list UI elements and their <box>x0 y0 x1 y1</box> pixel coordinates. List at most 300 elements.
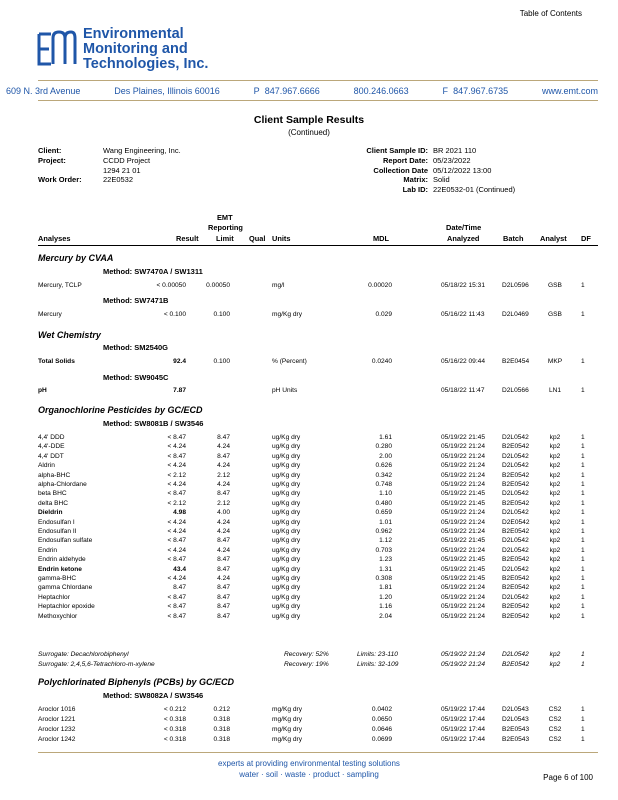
cell-u: mg/l <box>272 282 285 289</box>
cell-b: B2E0542 <box>502 612 530 620</box>
cell-res: 43.4 <box>173 565 186 573</box>
table-row <box>38 508 598 517</box>
cell-dt: 05/19/22 21:45 <box>441 575 485 582</box>
surrogate-analyst: kp2 <box>549 661 561 668</box>
cell-dt: 05/16/22 11:43 <box>441 311 485 318</box>
cell-lim: 4.24 <box>217 528 230 535</box>
cell-df: 1 <box>581 716 585 723</box>
cell-mdl: 1.23 <box>379 556 392 564</box>
cell-df: 1 <box>581 311 585 318</box>
cell-b: B2E0542 <box>502 443 530 451</box>
cell-df: 1 <box>581 706 585 713</box>
cell-a: gamma Chlordane <box>38 584 93 592</box>
cell-a: Mercury, TCLP <box>38 282 82 289</box>
cell-lim: 4.24 <box>217 518 230 526</box>
cell-lim: 8.47 <box>217 612 230 620</box>
cell-mdl: 0.029 <box>375 311 392 318</box>
cell-df: 1 <box>581 434 585 441</box>
cell-u: ug/Kg dry <box>272 481 301 488</box>
cell-an: kp2 <box>549 612 561 620</box>
cell-a: gamma-BHC <box>38 575 77 582</box>
cell-res: < 4.24 <box>167 546 186 554</box>
cell-lim: 2.12 <box>217 499 230 507</box>
cell-b: D2L0543 <box>502 706 529 713</box>
cell-b: B2E0542 <box>502 481 530 488</box>
cell-u: mg/Kg dry <box>272 706 303 713</box>
col-analyzed: Analyzed <box>447 234 480 243</box>
collection-date-value: 05/12/2022 13:00 <box>433 165 492 175</box>
cell-u: ug/Kg dry <box>272 575 301 582</box>
address-tollfree: 800.246.0663 <box>353 86 409 96</box>
cell-an: kp2 <box>549 593 561 601</box>
emt-logo-icon <box>35 28 77 70</box>
cell-dt: 05/19/22 17:44 <box>441 726 485 733</box>
cell-dt: 05/19/22 17:44 <box>441 706 485 713</box>
cell-res: 7.87 <box>173 387 186 394</box>
cell-df: 1 <box>581 726 585 733</box>
cell-an: CS2 <box>548 716 562 723</box>
cell-df: 1 <box>581 499 585 507</box>
cell-df: 1 <box>581 537 585 545</box>
cell-mdl: 1.12 <box>379 537 392 545</box>
cell-mdl: 0.962 <box>375 528 392 535</box>
cell-u: ug/Kg dry <box>272 528 301 535</box>
address-street: 609 N. 3rd Avenue <box>6 86 81 96</box>
cell-u: mg/Kg dry <box>272 716 303 723</box>
table-row <box>38 386 598 395</box>
table-row <box>38 602 598 611</box>
surrogate-df: 1 <box>581 661 585 668</box>
surrogate-date: 05/19/22 21:24 <box>441 661 485 668</box>
cell-df: 1 <box>581 387 585 394</box>
cell-u: ug/Kg dry <box>272 584 301 592</box>
cell-dt: 05/19/22 21:24 <box>441 612 485 620</box>
cell-an: kp2 <box>549 546 561 554</box>
cell-lim: 8.47 <box>217 603 230 611</box>
cell-dt: 05/19/22 21:24 <box>441 603 485 611</box>
sample-id-label: Client Sample ID: <box>366 146 428 155</box>
lab-id-value: 22E0532-01 (Continued) <box>433 185 516 195</box>
table-row <box>38 583 598 592</box>
surrogate-name: Surrogate: 2,4,5,6-Tetrachloro-m-xylene <box>38 661 155 668</box>
cell-lim: 4.24 <box>217 462 230 470</box>
col-result: Result <box>176 234 199 243</box>
cell-u: mg/Kg dry <box>272 311 303 318</box>
cell-b: B2E0542 <box>502 528 530 535</box>
cell-an: kp2 <box>549 481 561 488</box>
cell-u: ug/Kg dry <box>272 612 301 620</box>
cell-lim: 8.47 <box>217 452 230 460</box>
phone-label: P <box>253 86 260 96</box>
cell-u: ug/Kg dry <box>272 490 301 498</box>
cell-an: GSB <box>548 282 562 289</box>
cell-b: B2E0542 <box>502 556 530 564</box>
cell-lim: 8.47 <box>217 490 230 498</box>
method-sw7470a: Method: SW7470A / SW1311 <box>103 267 203 276</box>
method-sw8082a: Method: SW8082A / SW3546 <box>103 691 204 700</box>
client-label: Client: <box>38 146 62 155</box>
cell-res: < 0.212 <box>163 706 186 713</box>
page-subtitle: (Continued) <box>288 128 330 137</box>
cell-a: Heptachlor <box>38 593 70 601</box>
cell-dt: 05/19/22 21:45 <box>441 434 485 441</box>
matrix-label: Matrix: <box>403 175 428 185</box>
cell-df: 1 <box>581 471 585 479</box>
cell-an: CS2 <box>548 726 562 733</box>
matrix-value: Solid <box>433 175 450 185</box>
cell-dt: 05/19/22 21:24 <box>441 462 485 470</box>
section-wet-chemistry: Wet Chemistry <box>38 330 101 340</box>
footer-rule <box>38 752 598 753</box>
cell-res: < 8.47 <box>167 434 186 441</box>
col-mdl: MDL <box>373 234 390 243</box>
cell-b: D2E0542 <box>502 518 530 526</box>
table-row <box>38 357 598 366</box>
cell-dt: 05/19/22 21:24 <box>441 443 485 451</box>
cell-u: mg/Kg dry <box>272 726 303 733</box>
cell-res: < 4.24 <box>167 443 186 451</box>
cell-mdl: 0.659 <box>375 509 392 517</box>
cell-res: < 0.318 <box>163 716 186 723</box>
surrogate-recovery: Recovery: 52% <box>284 651 329 658</box>
company-line-3: Technologies, Inc. <box>83 56 209 72</box>
cell-mdl: 1.16 <box>379 603 392 611</box>
cell-df: 1 <box>581 518 585 526</box>
cell-a: 4,4' DDT <box>38 452 64 460</box>
table-header-rule <box>38 245 598 246</box>
cell-mdl: 0.480 <box>375 499 392 507</box>
cell-u: ug/Kg dry <box>272 593 301 601</box>
cell-an: kp2 <box>549 565 561 573</box>
cell-dt: 05/19/22 21:24 <box>441 471 485 479</box>
cell-an: kp2 <box>549 556 561 564</box>
cell-an: kp2 <box>549 452 561 460</box>
cell-df: 1 <box>581 603 585 611</box>
col-df: DF <box>581 234 591 243</box>
cell-res: < 0.318 <box>163 736 186 743</box>
cell-mdl: 0.00020 <box>368 282 392 289</box>
table-row <box>38 452 598 461</box>
cell-b: D2L0542 <box>502 546 529 554</box>
cell-a: Endrin aldehyde <box>38 556 86 564</box>
cell-lim: 0.318 <box>213 736 230 743</box>
company-name <box>83 27 208 72</box>
cell-res: < 2.12 <box>167 471 186 479</box>
cell-res: < 8.47 <box>167 593 186 601</box>
cell-b: B2E0454 <box>502 358 530 365</box>
cell-dt: 05/19/22 21:24 <box>441 593 485 601</box>
cell-an: CS2 <box>548 706 562 713</box>
surrogate-row <box>38 660 598 669</box>
cell-dt: 05/19/22 21:24 <box>441 546 485 554</box>
cell-mdl: 0.0699 <box>371 736 392 743</box>
cell-a: Endosulfan II <box>38 528 77 535</box>
cell-b: D2L0542 <box>502 537 529 545</box>
cell-mdl: 1.81 <box>379 584 392 592</box>
cell-df: 1 <box>581 443 585 451</box>
address-phone <box>254 86 320 96</box>
cell-an: LN1 <box>548 387 562 394</box>
cell-an: kp2 <box>549 434 561 441</box>
cell-df: 1 <box>581 575 585 582</box>
cell-res: < 2.12 <box>167 499 186 507</box>
page-number: Page 6 of 100 <box>543 773 593 782</box>
sample-id-value: BR 2021 110 <box>433 146 477 155</box>
cell-u: ug/Kg dry <box>272 434 301 441</box>
table-row <box>38 735 598 744</box>
cell-mdl: 2.04 <box>379 612 392 620</box>
cell-df: 1 <box>581 736 585 743</box>
cell-b: B2E0542 <box>502 471 530 479</box>
cell-df: 1 <box>581 481 585 488</box>
cell-a: delta BHC <box>38 499 69 507</box>
cell-a: Aroclor 1232 <box>38 726 76 733</box>
cell-lim: 8.47 <box>217 434 230 441</box>
cell-u: ug/Kg dry <box>272 518 301 526</box>
surrogate-recovery: Recovery: 19% <box>284 661 329 668</box>
table-row <box>38 565 598 574</box>
table-row <box>38 489 598 498</box>
table-row <box>38 715 598 724</box>
table-row <box>38 725 598 734</box>
project-value: CCDD Project <box>103 155 151 165</box>
table-row <box>38 433 598 442</box>
address-city: Des Plaines, Illinois 60016 <box>114 86 220 96</box>
cell-dt: 05/19/22 21:24 <box>441 509 485 517</box>
cell-u: ug/Kg dry <box>272 556 301 564</box>
cell-an: kp2 <box>549 443 561 451</box>
cell-a: Endrin ketone <box>38 565 82 573</box>
cell-b: D2L0543 <box>502 716 529 723</box>
cell-df: 1 <box>581 490 585 498</box>
cell-a: Aldrin <box>38 462 55 470</box>
cell-lim: 4.24 <box>217 575 230 582</box>
address-rule <box>38 100 598 101</box>
table-row <box>38 480 598 489</box>
table-row <box>38 281 598 290</box>
cell-u: pH Units <box>272 387 298 394</box>
cell-u: ug/Kg dry <box>272 471 301 479</box>
cell-dt: 05/19/22 21:45 <box>441 490 485 498</box>
col-analyses: Analyses <box>38 234 71 243</box>
cell-dt: 05/19/22 21:24 <box>441 584 485 592</box>
sample-labels <box>366 146 428 195</box>
section-organochlorine-pesticides: Organochlorine Pesticides by GC/ECD <box>38 405 203 415</box>
cell-df: 1 <box>581 282 585 289</box>
cell-lim: 0.212 <box>213 706 230 713</box>
cell-a: Endrin <box>38 546 58 554</box>
address-fax <box>443 86 509 96</box>
cell-lim: 0.100 <box>213 358 230 365</box>
col-emt: EMT <box>217 213 233 222</box>
cell-res: < 8.47 <box>167 603 186 611</box>
cell-res: < 4.24 <box>167 462 186 470</box>
cell-df: 1 <box>581 565 585 573</box>
cell-res: < 4.24 <box>167 575 186 582</box>
cell-b: B2E0542 <box>502 499 530 507</box>
client-value: Wang Engineering, Inc. <box>103 146 181 155</box>
cell-lim: 0.318 <box>213 716 230 723</box>
cell-lim: 4.24 <box>217 443 230 451</box>
section-pcbs: Polychlorinated Biphenyls (PCBs) by GC/ECD <box>38 677 235 687</box>
cell-dt: 05/19/22 17:44 <box>441 716 485 723</box>
cell-df: 1 <box>581 593 585 601</box>
cell-mdl: 0.703 <box>375 546 392 554</box>
project-label: Project: <box>38 155 66 165</box>
table-row <box>38 518 598 527</box>
cell-df: 1 <box>581 358 585 365</box>
cell-u: ug/Kg dry <box>272 443 301 451</box>
table-row <box>38 612 598 621</box>
table-of-contents-link[interactable]: Table of Contents <box>519 9 582 18</box>
cell-dt: 05/19/22 17:44 <box>441 736 485 743</box>
project-number: 1294 21 01 <box>103 165 141 175</box>
cell-b: D2L0542 <box>502 593 529 601</box>
method-sm2540g: Method: SM2540G <box>103 343 169 352</box>
workorder-value: 22E0532 <box>103 175 134 185</box>
surrogate-limits: Limits: 32-109 <box>357 661 399 668</box>
cell-df: 1 <box>581 612 585 620</box>
cell-b: D2L0566 <box>502 387 529 394</box>
cell-dt: 05/19/22 21:24 <box>441 481 485 488</box>
cell-mdl: 1.31 <box>379 565 392 573</box>
cell-a: Endosulfan sulfate <box>38 537 93 545</box>
surrogate-batch: B2E0542 <box>502 661 530 668</box>
cell-b: D2L0542 <box>502 452 529 460</box>
cell-lim: 4.00 <box>217 509 230 517</box>
cell-dt: 05/16/22 09:44 <box>441 358 485 365</box>
cell-dt: 05/18/22 11:47 <box>441 387 485 394</box>
col-batch: Batch <box>503 234 524 243</box>
cell-res: < 4.24 <box>167 528 186 535</box>
cell-df: 1 <box>581 546 585 554</box>
cell-mdl: 0.342 <box>375 471 392 479</box>
cell-a: beta BHC <box>38 490 67 498</box>
cell-df: 1 <box>581 462 585 470</box>
cell-mdl: 0.308 <box>375 575 392 582</box>
cell-dt: 05/19/22 21:45 <box>441 556 485 564</box>
cell-res: < 4.24 <box>167 481 186 488</box>
cell-mdl: 1.20 <box>379 593 392 601</box>
cell-dt: 05/19/22 21:24 <box>441 518 485 526</box>
cell-a: pH <box>38 387 47 394</box>
fax-number: 847.967.6735 <box>453 86 509 96</box>
cell-b: B2E0542 <box>502 603 530 611</box>
cell-b: D2L0542 <box>502 509 529 517</box>
col-analyst: Analyst <box>540 234 567 243</box>
cell-a: Total Solids <box>38 358 75 365</box>
collection-date-label: Collection Date <box>373 165 428 175</box>
cell-mdl: 0.0240 <box>371 358 392 365</box>
cell-mdl: 1.01 <box>379 518 392 526</box>
cell-an: CS2 <box>548 736 562 743</box>
cell-lim: 2.12 <box>217 471 230 479</box>
cell-mdl: 0.0650 <box>371 716 392 723</box>
cell-an: kp2 <box>549 490 561 498</box>
surrogate-batch: D2L0542 <box>502 651 529 658</box>
cell-mdl: 2.00 <box>379 452 392 460</box>
cell-dt: 05/19/22 21:45 <box>441 565 485 573</box>
cell-lim: 8.47 <box>217 556 230 564</box>
cell-u: ug/Kg dry <box>272 462 301 470</box>
cell-u: % (Percent) <box>272 358 307 365</box>
method-sw7471b: Method: SW7471B <box>103 296 169 305</box>
col-limit: Limit <box>216 234 234 243</box>
cell-an: kp2 <box>549 509 561 517</box>
cell-res: 8.47 <box>173 584 186 592</box>
cell-dt: 05/19/22 21:45 <box>441 499 485 507</box>
col-units: Units <box>272 234 291 243</box>
table-row <box>38 442 598 451</box>
report-date-value: 05/23/2022 <box>433 155 471 165</box>
cell-lim: 0.100 <box>213 311 230 318</box>
header-rule <box>38 80 598 81</box>
cell-a: 4,4' DDD <box>38 434 65 441</box>
table-row <box>38 546 598 555</box>
cell-an: kp2 <box>549 518 561 526</box>
cell-a: Methoxychlor <box>38 612 78 620</box>
sample-values <box>433 146 515 195</box>
cell-an: kp2 <box>549 603 561 611</box>
cell-u: ug/Kg dry <box>272 499 301 507</box>
cell-a: Aroclor 1221 <box>38 716 76 723</box>
cell-an: kp2 <box>549 499 561 507</box>
cell-df: 1 <box>581 509 585 517</box>
cell-an: kp2 <box>549 528 561 535</box>
cell-a: alpha-Chlordane <box>38 481 87 488</box>
cell-u: ug/Kg dry <box>272 565 301 573</box>
surrogate-analyst: kp2 <box>549 651 561 658</box>
cell-u: ug/Kg dry <box>272 546 301 554</box>
cell-u: ug/Kg dry <box>272 537 301 545</box>
cell-a: Aroclor 1242 <box>38 736 76 743</box>
surrogate-date: 05/19/22 21:24 <box>441 651 485 658</box>
col-datetime: Date/Time <box>446 223 482 232</box>
address-bar <box>0 86 618 96</box>
address-web[interactable]: www.emt.com <box>541 86 598 96</box>
client-labels <box>38 146 82 185</box>
cell-u: mg/Kg dry <box>272 736 303 743</box>
table-row <box>38 555 598 564</box>
table-row <box>38 705 598 714</box>
table-row <box>38 499 598 508</box>
method-sw8081b: Method: SW8081B / SW3546 <box>103 419 204 428</box>
cell-lim: 8.47 <box>217 565 230 573</box>
table-row <box>38 471 598 480</box>
table-row <box>38 574 598 583</box>
cell-a: Mercury <box>38 311 62 318</box>
cell-a: 4,4'-DDE <box>38 443 65 451</box>
client-values <box>103 146 181 185</box>
cell-b: B2E0542 <box>502 584 530 592</box>
table-row <box>38 527 598 536</box>
cell-df: 1 <box>581 556 585 564</box>
surrogate-limits: Limits: 23-110 <box>357 651 398 658</box>
table-header <box>38 211 598 243</box>
cell-dt: 05/18/22 15:31 <box>441 282 485 289</box>
cell-a: Dieldrin <box>38 509 63 517</box>
cell-b: D2L0542 <box>502 462 529 470</box>
table-row <box>38 310 598 319</box>
cell-res: < 0.318 <box>163 726 186 733</box>
cell-mdl: 1.10 <box>379 490 392 498</box>
cell-b: D2L0542 <box>502 565 529 573</box>
cell-an: kp2 <box>549 462 561 470</box>
cell-a: Heptachlor epoxide <box>38 603 95 611</box>
cell-lim: 0.00050 <box>206 282 230 289</box>
lab-id-label: Lab ID: <box>402 185 428 195</box>
cell-mdl: 0.748 <box>375 481 392 488</box>
